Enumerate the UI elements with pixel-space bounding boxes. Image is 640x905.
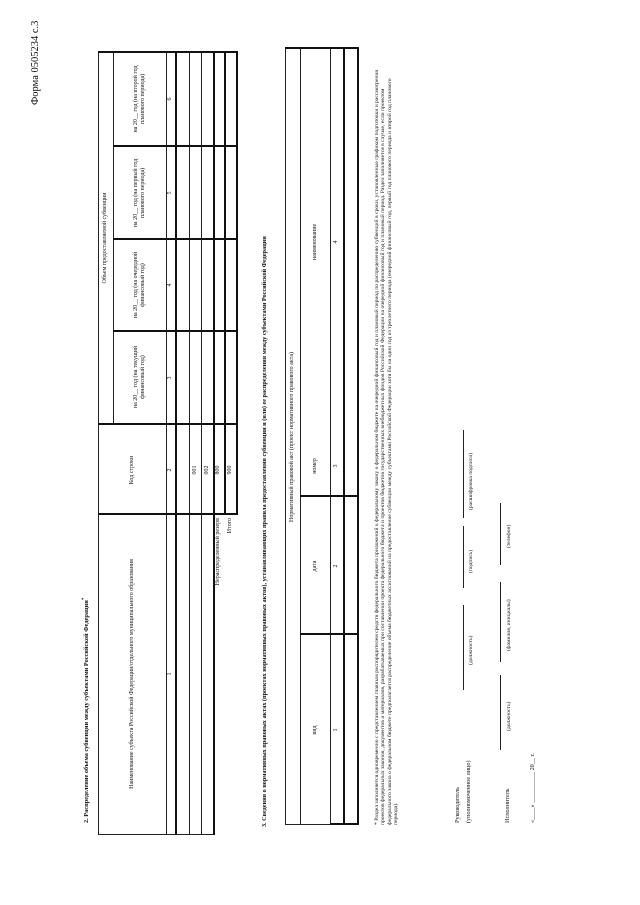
executor-name-caption: (фамилия, инициалы) xyxy=(506,599,512,651)
total-code: 900 xyxy=(226,465,233,475)
signature-line xyxy=(500,675,501,750)
footnote-mark: * xyxy=(82,597,87,601)
col-kind-header: вид xyxy=(311,725,318,735)
signature-line xyxy=(500,503,501,565)
head-label: Руководитель xyxy=(454,787,461,823)
col-number: 4 xyxy=(333,240,340,244)
year-col-plan2: на 20__ год (на второй год планового периода) xyxy=(133,65,146,133)
col-number-header: номер xyxy=(311,458,318,474)
col-number: 5 xyxy=(167,191,174,195)
col-number: 6 xyxy=(167,97,174,101)
row-code: 001 xyxy=(191,465,198,475)
table-line xyxy=(98,513,238,515)
volume-header: Объем предоставляемой субвенции xyxy=(102,192,109,284)
col-number: 3 xyxy=(333,464,340,468)
section2-heading: 2. Распределение объема субвенции между субъектами Российской Федерации* xyxy=(82,597,91,823)
row-code: 002 xyxy=(203,465,210,475)
table-line xyxy=(113,238,238,240)
head-position-caption: (должность) xyxy=(468,635,474,665)
table-line xyxy=(98,423,238,425)
head-signature-caption: (подпись) xyxy=(468,549,474,573)
table-line xyxy=(236,51,238,515)
col-number: 2 xyxy=(333,564,340,568)
table-line xyxy=(300,633,357,635)
table-line xyxy=(300,495,357,497)
date-line: «____» __________ 20__ г. xyxy=(529,753,536,823)
form-label: Форма 0505234 с.3 xyxy=(30,20,41,105)
year-col-next: на 20__ год (на очередной финансовый год) xyxy=(133,251,146,319)
col-code-header: Код строки xyxy=(128,455,135,485)
col-number: 3 xyxy=(167,376,174,380)
executor-label: Исполнитель xyxy=(504,788,511,823)
head-decoding-caption: (расшифровка подписи) xyxy=(468,452,474,510)
col-number: 1 xyxy=(167,672,174,676)
signature-line xyxy=(463,430,464,518)
table-line xyxy=(330,823,357,825)
reserve-label: Нераспределенный резерв xyxy=(215,518,222,586)
table-line xyxy=(357,47,359,825)
table-line xyxy=(343,47,345,825)
col-number: 4 xyxy=(167,283,174,287)
table-line xyxy=(113,330,238,332)
col-title-header: наименование xyxy=(311,223,318,261)
executor-phone-caption: (телефон) xyxy=(506,524,512,548)
signature-line xyxy=(463,605,464,690)
signature-line xyxy=(500,582,501,662)
section3-heading: 3. Сведения о нормативных правовых актах (проектах нормативных правовых актов), устанавливающих правила предоставления субвенции и (или) ее распределения между субъектами Российской Федерации xyxy=(261,236,268,827)
reserve-code: 800 xyxy=(215,465,222,475)
year-col-plan1: на 20__ год (на первый год планового периода) xyxy=(133,158,146,228)
head-label-sub: (уполномоченное лицо) xyxy=(465,760,472,823)
total-label: Итого xyxy=(226,518,233,534)
footnote-text: * Раздел заполняется одновременно с представлением главным распорядителем средств федерального бюджета приложений к федеральному закону о федеральном бюджете на очередной финансовый год и плановый период по распределению субвенций в сроки, установленные графиком подготовки и рассмотрения проектов федеральных законов, документов и материалов, разрабатываемых при составлении проекта федерального бюджета и проектов бюджетов государственных внебюджетных фондов Российской Федерации на очередной финансовый год и плановый период. Раздел заполняется в случае, если проектом федерального закона о федеральном бюджете предполагается распределение объема бюджетных ассигнований на предоставление субвенции между субъектами Российской Федерации хотя бы на один год из трехлетнего периода (очередной финансовый год, первый год планового периода и второй год планового периода). xyxy=(374,70,399,825)
table-line xyxy=(175,51,177,835)
signature-line xyxy=(463,526,464,588)
year-col-current: на 20__ год (на текущий финансовый год) xyxy=(133,345,146,409)
act-header: Нормативный правовой акт (проект нормативного правового акта) xyxy=(289,352,296,523)
col-name-header: Наименование субъекта Российской Федерации/отдельного муниципального образования xyxy=(128,559,135,789)
col-number: 2 xyxy=(167,468,174,472)
executor-position-caption: (должность) xyxy=(506,701,512,731)
table-line xyxy=(98,834,213,835)
col-number: 1 xyxy=(333,728,340,732)
col-date-header: дата xyxy=(311,560,318,572)
table-line xyxy=(113,145,238,147)
